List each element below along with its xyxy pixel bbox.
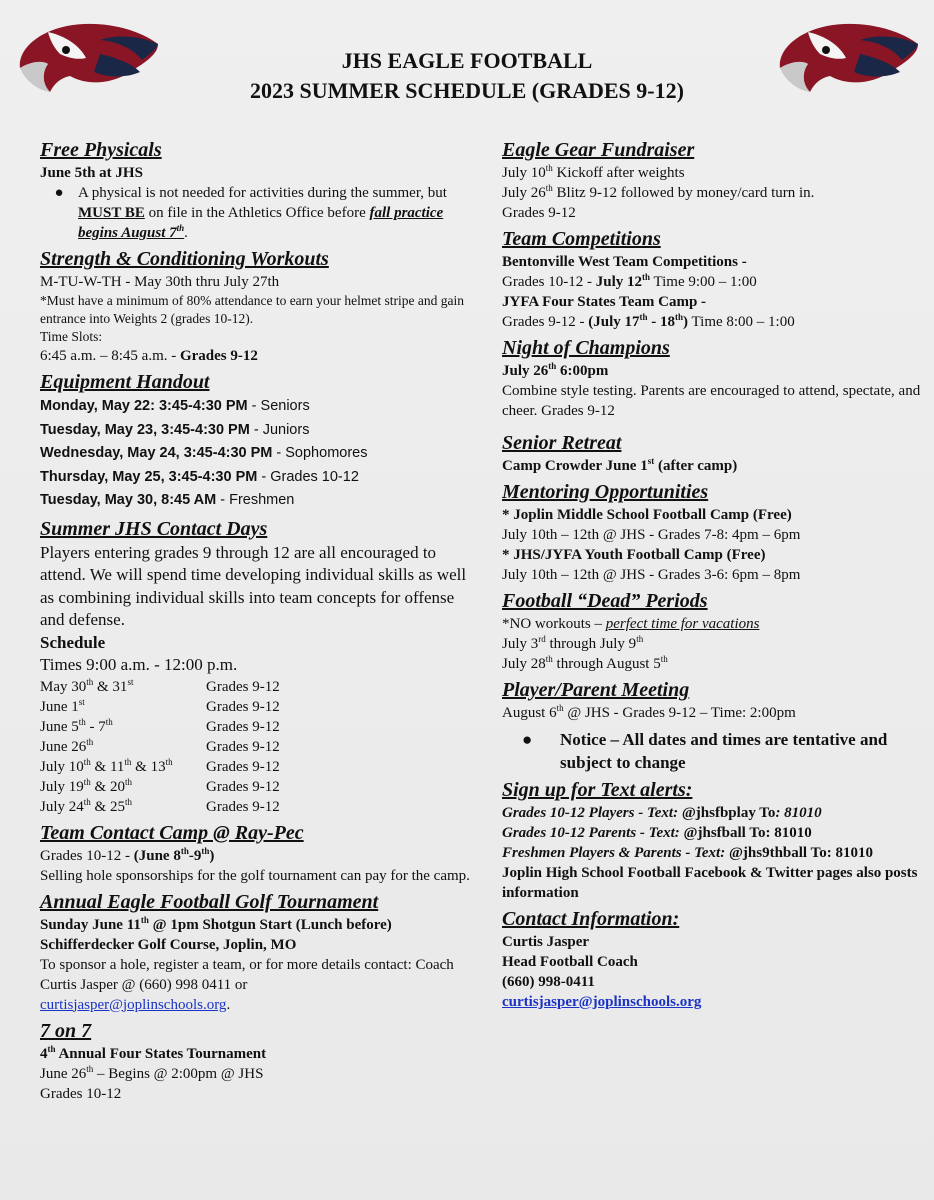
schedule-row: June 5th - 7th Grades 9-12 [40,716,280,735]
contact-days-heading: Summer JHS Contact Days [40,517,268,540]
retreat-line: Camp Crowder June 1st (after camp) [502,456,738,474]
equipment-item: Tuesday, May 23, 3:45-4:30 PM - Juniors [40,421,310,438]
physicals-bullet [40,183,480,243]
page-title [180,46,754,106]
schedule-row: July 19th & 20th Grades 9-12 [40,776,280,795]
strength-slots-label: Time Slots: [40,329,103,344]
golf-body: To sponsor a hole, register a team, or for more details contact: Coach Curtis Jasper @ (660) 998 0411 or [40,956,454,993]
right-column [502,138,922,1012]
alerts-section [502,778,922,903]
alerts-heading: Sign up for Text alerts: [502,779,693,801]
mentoring-line: July 10th – 12th @ JHS - Grades 7-8: 4pm – 6pm [502,527,801,543]
team-camp-heading: Team Contact Camp @ Ray-Pec [40,821,304,844]
contact-phone: (660) 998-0411 [502,974,595,990]
seven-title: 4th Annual Four States Tournament [40,1043,267,1062]
contact-days-section [40,517,480,817]
left-column [40,138,480,1104]
schedule-row: July 24th & 25th Grades 9-12 [40,796,280,815]
gear-section [502,138,922,223]
contact-role: Head Football Coach [502,954,638,970]
title-line-1: JHS EAGLE FOOTBALL [341,48,593,73]
alert-line: Freshmen Players & Parents - Text: @jhs9thball To: 81010 [502,845,873,861]
mentoring-heading: Mentoring Opportunities [502,481,709,503]
dead-periods-note: *NO workouts – perfect time for vacations [502,616,760,632]
golf-date: Sunday June 11th @ 1pm Shotgun Start (Lunch before) [40,914,392,933]
physicals-bullet-text: A physical is not needed for activities during the summer, but MUST BE on file in the Athletics Office before fall practice begins August 7th. [78,185,447,241]
physicals-heading: Free Physicals [40,139,162,161]
physicals-date: June 5th at JHS [40,165,143,181]
dead-period-line: July 28th through August 5th [502,654,668,672]
retreat-heading: Senior Retreat [502,432,622,454]
gear-line: July 26th Blitz 9-12 followed by money/card turn in. [502,183,815,201]
golf-section [40,890,480,1015]
dead-periods-section [502,589,922,674]
meeting-heading: Player/Parent Meeting [502,679,690,701]
schedule-table [40,677,480,817]
gear-line: July 10th Kickoff after weights [502,163,685,181]
team-camp-body: Selling hole sponsorships for the golf tournament can pay for the camp. [40,867,470,884]
golf-email-line: curtisjasper@joplinschools.org. [40,996,231,1013]
eagle-head-icon [8,14,168,106]
meeting-section [502,678,922,774]
golf-heading: Annual Eagle Football Golf Tournament [40,890,379,913]
notice-bullet [502,729,922,774]
dead-periods-heading: Football “Dead” Periods [502,590,708,612]
strength-section [40,247,480,366]
bullet-icon: ● [522,730,533,749]
mentoring-section [502,480,922,585]
seven-date: June 26th – Begins @ 2:00pm @ JHS [40,1063,264,1082]
competitions-section [502,227,922,332]
equipment-item: Monday, May 22: 3:45-4:30 PM - Seniors [40,398,310,414]
alert-line: Grades 10-12 Parents - Text: @jhsfball To: 81010 [502,825,812,841]
competition-date: Grades 9-12 - (July 17th - 18th) Time 8:00 – 1:00 [502,312,795,330]
contact-days-body: Players entering grades 9 through 12 are all encouraged to attend. We will spend time developing individual skills as well as combining individual skills into team concepts for offense and defense. [40,542,467,629]
contact-email-link[interactable]: curtisjasper@joplinschools.org [502,994,702,1010]
bullet-icon: ● [54,185,64,201]
seven-on-seven-section [40,1019,480,1104]
team-camp-dates: Grades 10-12 - (June 8th-9th) [40,845,215,864]
mentoring-line: July 10th – 12th @ JHS - Grades 3-6: 6pm – 8pm [502,567,801,583]
strength-slot: 6:45 a.m. – 8:45 a.m. - Grades 9-12 [40,348,258,364]
alerts-social: Joplin High School Football Facebook & Twitter pages also posts information [502,865,918,901]
strength-note: *Must have a minimum of 80% attendance to earn your helmet stripe and gain entrance into Weights 2 (grades 10-12). [40,293,465,326]
equipment-item: Wednesday, May 24, 3:45-4:30 PM - Sophomores [40,445,368,461]
champions-heading: Night of Champions [502,337,670,359]
contact-section [502,907,922,1012]
meeting-line: August 6th @ JHS - Grades 9-12 – Time: 2:00pm [502,703,796,721]
notice-text: Notice – All dates and times are tentative and subject to change [560,730,888,772]
equipment-item: Tuesday, May 30, 8:45 AM - Freshmen [40,492,295,508]
equipment-item: Thursday, May 25, 3:45-4:30 PM - Grades 10-12 [40,468,359,485]
competitions-heading: Team Competitions [502,228,661,250]
golf-email-link[interactable]: curtisjasper@joplinschools.org [40,996,227,1013]
mentoring-title: * JHS/JYFA Youth Football Camp (Free) [502,547,766,563]
dead-period-line: July 3rd through July 9th [502,634,644,652]
competition-title: JYFA Four States Team Camp - [502,294,707,310]
seven-heading: 7 on 7 [40,1019,92,1042]
competition-date: Grades 10-12 - July 12th Time 9:00 – 1:00 [502,272,757,290]
mentoring-title: * Joplin Middle School Football Camp (Free) [502,507,792,523]
alert-line: Grades 10-12 Players - Text: @jhsfbplay To: 81010 [502,805,822,821]
equipment-section [40,370,480,513]
champions-body: Combine style testing. Parents are encouraged to attend, spectate, and cheer. Grades 9-12 [502,383,921,419]
schedule-row: July 10th & 11th & 13th Grades 9-12 [40,756,280,775]
schedule-row: May 30th & 31st Grades 9-12 [40,676,280,695]
schedule-row: June 1st Grades 9-12 [40,696,280,715]
gear-line: Grades 9-12 [502,205,576,221]
contact-heading: Contact Information: [502,908,680,930]
strength-heading: Strength & Conditioning Workouts [40,248,329,270]
eagle-head-icon [768,14,928,106]
equipment-heading: Equipment Handout [40,371,210,393]
physicals-section [40,138,480,243]
gear-heading: Eagle Gear Fundraiser [502,139,695,161]
contact-name: Curtis Jasper [502,934,590,950]
golf-location: Schifferdecker Golf Course, Joplin, MO [40,936,297,953]
champions-section [502,336,922,421]
competition-title: Bentonville West Team Competitions - [502,254,747,270]
title-line-2: 2023 SUMMER SCHEDULE (GRADES 9-12) [250,78,684,103]
schedule-row: June 26th Grades 9-12 [40,736,280,755]
strength-days: M-TU-W-TH - May 30th thru July 27th [40,274,280,290]
team-camp-section [40,821,480,886]
schedule-times: Times 9:00 a.m. - 12:00 p.m. [40,655,238,674]
schedule-label: Schedule [40,632,106,652]
retreat-section [502,431,922,476]
champions-date: July 26th 6:00pm [502,361,609,379]
seven-grades: Grades 10-12 [40,1085,122,1102]
